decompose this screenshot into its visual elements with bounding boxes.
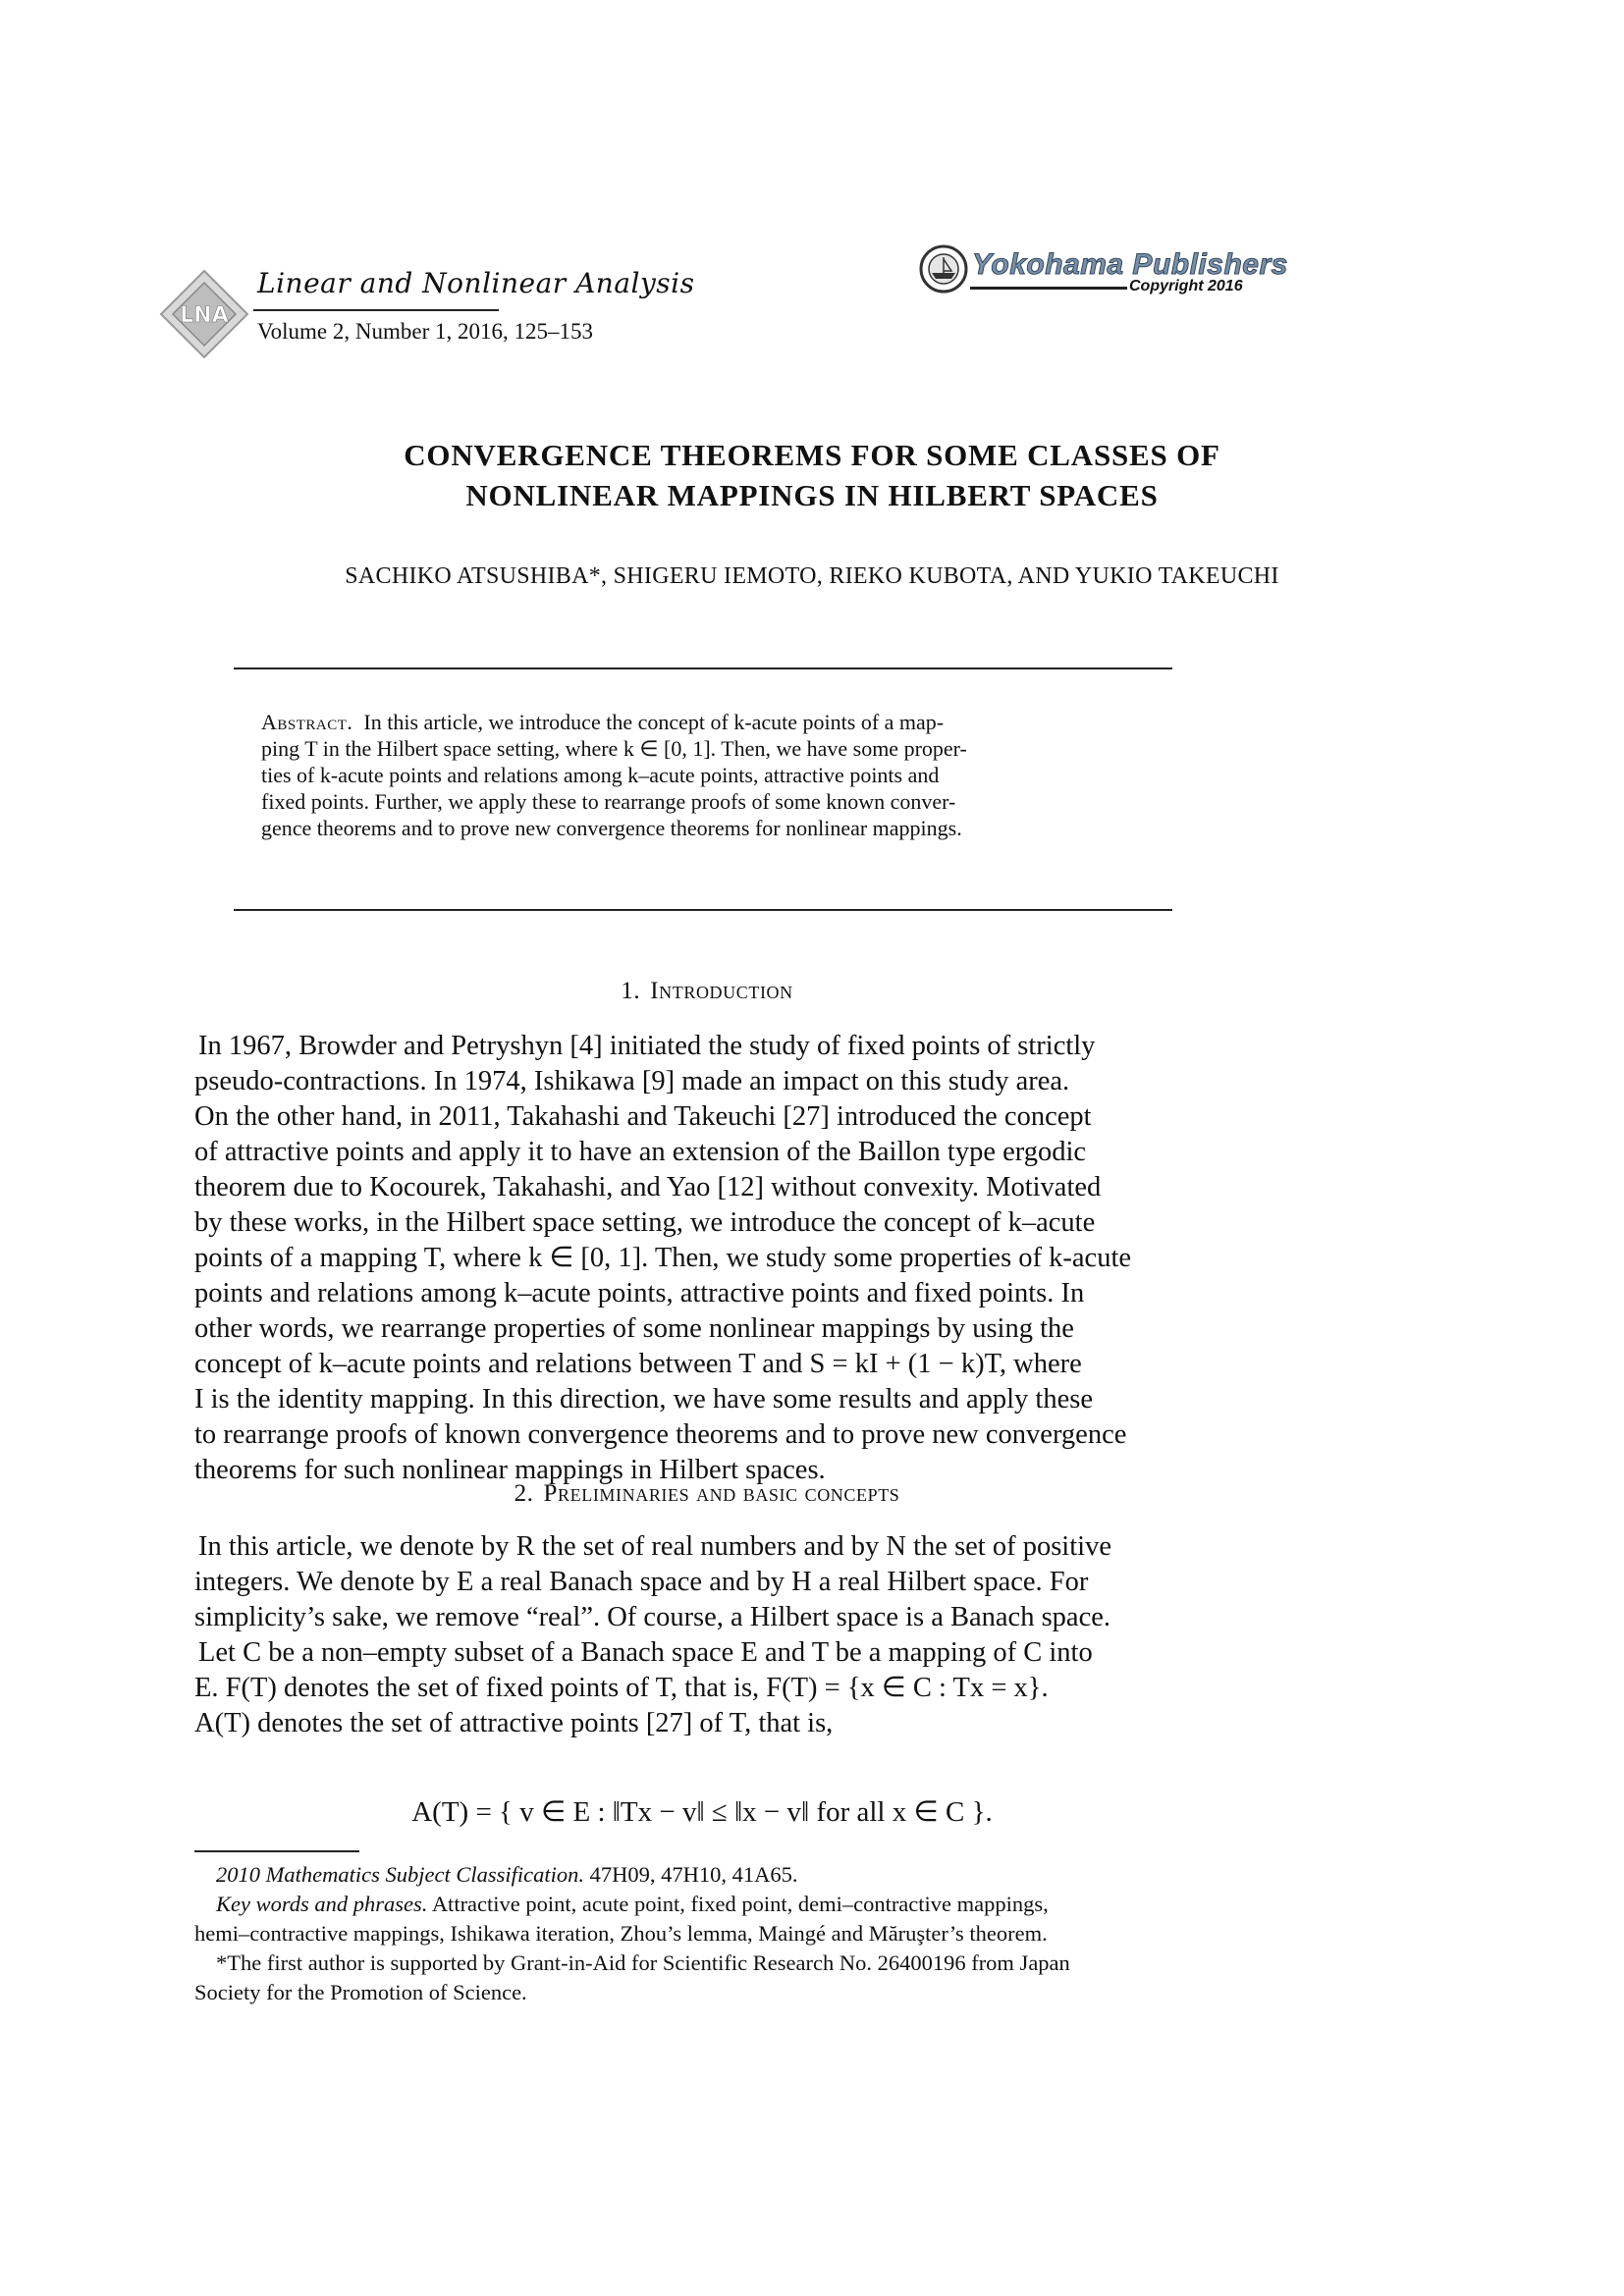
text-line: simplicity’s sake, we remove “real”. Of course, a Hilbert space is a Banach space. bbox=[194, 1602, 1110, 1632]
support-footnote: *The first author is supported by Grant-in-Aid for Scientific Research No. 26400196 from Japan bbox=[216, 1950, 1070, 1975]
text-line: Let C be a non–empty subset of a Banach space E and T be a mapping of C into bbox=[198, 1637, 1093, 1668]
introduction-body bbox=[194, 1029, 1233, 1488]
text-line: other words, we rearrange properties of some nonlinear mappings by using the bbox=[194, 1313, 1074, 1344]
text-line: On the other hand, in 2011, Takahashi and Takeuchi [27] introduced the concept bbox=[194, 1101, 1092, 1132]
text-line: to rearrange proofs of known convergence theorems and to prove new convergence bbox=[194, 1419, 1127, 1450]
journal-logo-text: LNA bbox=[180, 303, 229, 328]
text-line: In 1967, Browder and Petryshyn [4] initiated the study of fixed points of strictly bbox=[198, 1031, 1096, 1061]
preliminaries-body bbox=[194, 1529, 1233, 1741]
keywords-footnote-cont: hemi–contractive mappings, Ishikawa iteration, Zhou’s lemma, Maingé and Măruşter’s theorem. bbox=[194, 1921, 1048, 1946]
abstract-line: gence theorems and to prove new convergence theorems for nonlinear mappings. bbox=[261, 816, 962, 840]
text-line: of attractive points and apply it to have an extension of the Baillon type ergodic bbox=[194, 1137, 1087, 1167]
journal-logo bbox=[157, 267, 251, 361]
abstract-line: ping T in the Hilbert space setting, where k ∈ [0, 1]. Then, we have some proper- bbox=[261, 736, 967, 761]
keywords-footnote: Key words and phrases. Attractive point, acute point, fixed point, demi–contractive mappings, bbox=[216, 1892, 1049, 1916]
text-line: theorems for such nonlinear mappings in Hilbert spaces. bbox=[194, 1455, 826, 1485]
section-heading-introduction: 1. Introduction bbox=[621, 978, 793, 1004]
publisher-copyright: Copyright 2016 bbox=[1129, 278, 1243, 294]
volume-line: Volume 2, Number 1, 2016, 125–153 bbox=[257, 319, 594, 344]
text-line: I is the identity mapping. In this direction, we have some results and apply these bbox=[194, 1384, 1093, 1415]
text-line: integers. We denote by E a real Banach space and by H a real Hilbert space. For bbox=[194, 1567, 1089, 1597]
paper-authors: SACHIKO ATSUSHIBA*, SHIGERU IEMOTO, RIEKO KUBOTA, AND YUKIO TAKEUCHI bbox=[345, 563, 1279, 589]
text-line: points of a mapping T, where k ∈ [0, 1]. Then, we study some properties of k-acute bbox=[194, 1243, 1132, 1273]
msc-footnote: 2010 Mathematics Subject Classification. 47H09, 47H10, 41A65. bbox=[216, 1862, 798, 1887]
abstract-top-rule bbox=[234, 667, 1172, 669]
text-line: points and relations among k–acute points, attractive points and fixed points. In bbox=[194, 1278, 1085, 1308]
abstract bbox=[261, 709, 1145, 841]
section-heading-preliminaries: 2. Preliminaries and basic concepts bbox=[514, 1480, 900, 1507]
abstract-label: Abstract. bbox=[261, 710, 353, 734]
publisher-emblem-icon bbox=[918, 243, 969, 294]
text-line: concept of k–acute points and relations between T and S = kI + (1 − k)T, where bbox=[194, 1349, 1082, 1379]
publisher-name: Yokohama Publishers bbox=[972, 248, 1288, 281]
abstract-line: Abstract. In this article, we introduce the concept of k-acute points of a map- bbox=[261, 710, 945, 734]
journal-name: Linear and Nonlinear Analysis bbox=[257, 267, 695, 299]
support-footnote-cont: Society for the Promotion of Science. bbox=[194, 1980, 527, 2004]
text-line: theorem due to Kocourek, Takahashi, and Yao [12] without convexity. Motivated bbox=[194, 1172, 1102, 1202]
paper-title-line1: CONVERGENCE THEOREMS FOR SOME CLASSES OF bbox=[404, 438, 1220, 472]
text-line: In this article, we denote by R the set of real numbers and by N the set of positive bbox=[198, 1531, 1111, 1562]
text-line: pseudo-contractions. In 1974, Ishikawa [9] made an impact on this study area. bbox=[194, 1066, 1070, 1096]
footnotes bbox=[194, 1860, 1233, 2007]
text-line: E. F(T) denotes the set of fixed points of T, that is, F(T) = {x ∈ C : Tx = x}. bbox=[194, 1673, 1049, 1703]
paper-title-line2: NONLINEAR MAPPINGS IN HILBERT SPACES bbox=[465, 478, 1159, 512]
journal-rule bbox=[253, 309, 499, 311]
abstract-line: ties of k-acute points and relations among k–acute points, attractive points and bbox=[261, 763, 940, 787]
abstract-bottom-rule bbox=[234, 909, 1172, 911]
attractive-points-formula: A(T) = { v ∈ E : ‖Tx − v‖ ≤ ‖x − v‖ for all x ∈ C }. bbox=[411, 1796, 993, 1828]
publisher-rule bbox=[970, 287, 1127, 290]
text-line: A(T) denotes the set of attractive points [27] of T, that is, bbox=[194, 1708, 834, 1738]
footnote-rule bbox=[194, 1850, 359, 1852]
abstract-line: fixed points. Further, we apply these to rearrange proofs of some known conver- bbox=[261, 789, 956, 814]
text-line: by these works, in the Hilbert space setting, we introduce the concept of k–acute bbox=[194, 1207, 1096, 1238]
